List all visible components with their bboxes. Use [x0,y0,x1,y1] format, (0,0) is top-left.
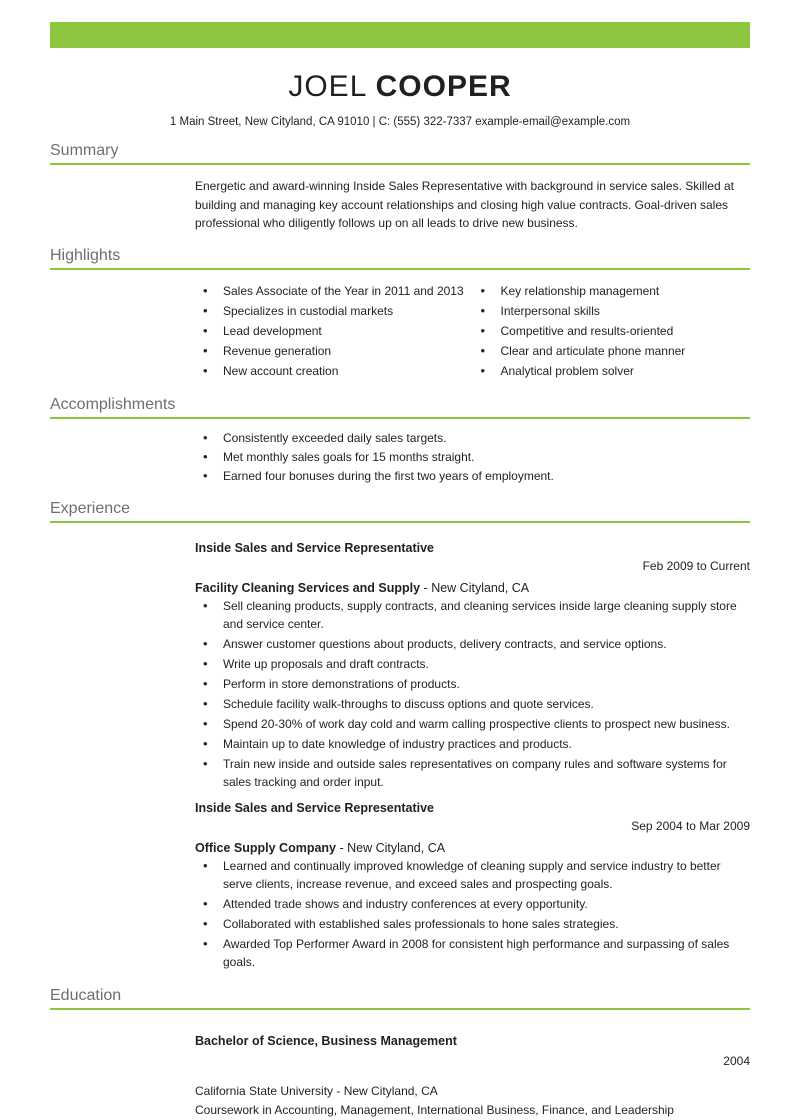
education-school: California State University - New Cityland, CA [195,1083,438,1098]
experience-entry [195,793,750,971]
list-item: • Sell cleaning products, supply contracts, and cleaning services inside large cleaning supply store and service center. [195,597,750,633]
job-company [195,573,750,597]
company-name: Office Supply Company [195,840,336,855]
company-location: New Cityland, CA [347,840,446,855]
section-accomplishments [50,382,750,485]
company-location: New Cityland, CA [431,580,530,595]
divider [50,268,750,270]
job-title: Inside Sales and Service Representative [195,800,435,815]
list-item: • Earned four bonuses during the first two years of employment. [195,467,750,485]
highlights-column-left [195,282,473,382]
section-summary [50,128,750,233]
education-degree: Bachelor of Science, Business Management [195,1033,457,1048]
list-item: • Competitive and results-oriented [473,322,751,340]
divider [50,1008,750,1010]
page-title [0,70,800,104]
list-item: • Key relationship management [473,282,751,300]
job-bullets [195,597,750,791]
list-item: • New account creation [195,362,473,380]
section-title-summary: Summary [50,142,119,159]
list-item: • Clear and articulate phone manner [473,342,751,360]
first-name: JOEL [288,70,367,103]
accomplishments-list [195,429,750,485]
education-year: 2004 [723,1053,750,1068]
list-item: • Perform in store demonstrations of products. [195,675,750,693]
section-highlights [50,233,750,382]
job-bullets [195,857,750,971]
education-coursework: Coursework in Accounting, Management, International Business, Finance, and Leadership [195,1102,674,1117]
last-name: COOPER [375,70,512,103]
job-dates: Feb 2009 to Current [642,558,750,573]
list-item: • Consistently exceeded daily sales targets. [195,429,750,447]
list-item: • Write up proposals and draft contracts. [195,655,750,673]
summary-text: Energetic and award-winning Inside Sales Representative with background in service sales. Skilled at building and managing key account relationships and closing high value contracts. Goal-driven sales professional who diligently follows up on all leads to drive new business. [195,179,734,231]
list-item: • Maintain up to date knowledge of industry practices and products. [195,735,750,753]
summary-body [195,175,750,233]
company-separator: - [420,580,432,595]
experience-entry [195,533,750,791]
list-item: • Train new inside and outside sales representatives on company rules and software systems for sales tracking and order input. [195,755,750,791]
accent-bar [50,22,750,48]
list-item: • Answer customer questions about products, delivery contracts, and service options. [195,635,750,653]
list-item: • Interpersonal skills [473,302,751,320]
list-item: • Schedule facility walk-throughs to discuss options and quote services. [195,695,750,713]
list-item: • Sales Associate of the Year in 2011 and 2013 [195,282,473,300]
list-item: • Specializes in custodial markets [195,302,473,320]
company-separator: - [336,840,348,855]
list-item: • Revenue generation [195,342,473,360]
divider [50,163,750,165]
job-dates: Sep 2004 to Mar 2009 [631,818,750,833]
highlights-list-left [195,282,473,380]
company-name: Facility Cleaning Services and Supply [195,580,421,595]
job-company [195,833,750,857]
highlights-columns [195,280,750,382]
list-item: • Spend 20-30% of work day cold and warm calling prospective clients to prospect new business. [195,715,750,733]
job-title: Inside Sales and Service Representative [195,540,435,555]
accomplishments-body [195,429,750,485]
section-title-education: Education [50,986,122,1004]
section-title-highlights: Highlights [50,246,121,264]
divider [50,417,750,419]
highlights-column-right [473,282,751,382]
list-item: • Collaborated with established sales professionals to hone sales strategies. [195,915,750,933]
section-title-experience: Experience [50,499,131,517]
contact-line: 1 Main Street, New Cityland, CA 91010 | C: (555) 322-7337 example-email@example.com [169,116,631,128]
list-item: • Lead development [195,322,473,340]
resume-page [0,22,800,1120]
highlights-list-right [473,282,751,380]
section-education [50,973,750,1120]
list-item: • Analytical problem solver [473,362,751,380]
divider [50,521,750,523]
name-block [0,70,800,128]
list-item: • Awarded Top Performer Award in 2008 for consistent high performance and surpassing of sales goals. [195,935,750,971]
list-item: • Learned and continually improved knowledge of cleaning supply and service industry to better serve clients, increase revenue, and exceed sales and prospecting goals. [195,857,750,893]
list-item: • Attended trade shows and industry conferences at every opportunity. [195,895,750,913]
section-experience [50,486,750,971]
section-title-accomplishments: Accomplishments [50,395,176,413]
list-item: • Met monthly sales goals for 15 months straight. [195,448,750,466]
